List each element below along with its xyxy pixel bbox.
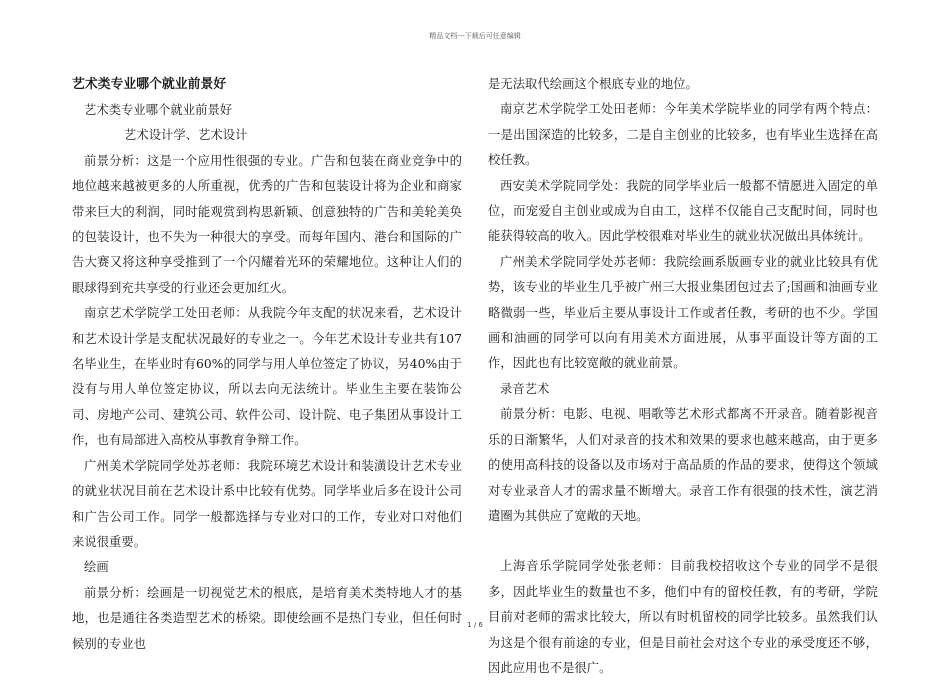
paragraph-nanjing-painting: 南京艺术学院学工处田老师：今年美术学院毕业的同学有两个特点：一是出国深造的比较多，二是自主创业的比较多，也有毕业生选择在高校任教。 [488, 102, 878, 168]
section-heading-painting: 绘画 [84, 560, 109, 575]
paragraph-xian-painting: 西安美术学院同学处：我院的同学毕业后一般都不情愿进入固定的单位，而宠爱自主创业或成为自由工，这样不仅能自己支配时间，同时也能获得较高的收入。因此学校很难对毕业生的就业状况做出具体统计。 [488, 178, 878, 244]
paragraph-nanjing-design: 南京艺术学院学工处田老师：从我院今年支配的状况来看，艺术设计和艺术设计学是支配状况最好的专业之一。今年艺术设计专业共有107名毕业生，在毕业时有60%的同学与用人单位签定了协议，另40%由于没有与用人单位签定协议，所以去向无法统计。毕业生主要在装饰公司、房地产公司、建筑公司、软件公司、设计院、电子集团从事设计工作，也有局部进入高校从事教育争辩工作。 [72, 306, 462, 448]
major-heading: 艺术设计学、艺术设计 [124, 128, 248, 143]
page-number: 1 / 6 [467, 621, 483, 629]
paragraph-shanghai-recording: 上海音乐学院同学处张老师：目前我校招收这个专业的同学不是很多，因此毕业生的数量也不多，他们中有的留校任教，有的考研，学院目前对老师的需求比较大，所以有时机留校的同学比较多。虽然我们认为这是个很有前途的专业，但是目前社会对这个专业的承受度还不够，因此应用也不是很广。 [488, 559, 878, 675]
section-heading-recording: 录音艺术 [500, 381, 550, 396]
left-column [72, 72, 462, 657]
paragraph-guangzhou-design: 广州美术学院同学处苏老师：我院环境艺术设计和装潢设计艺术专业的就业状况目前在艺术设计系中比较有优势。同学毕业后多在设计公司和广告公司工作。同学一般都选择与专业对口的工作，专业对口对他们来说很重要。 [72, 458, 462, 549]
paragraph-design-outlook: 前景分析：这是一个应用性很强的专业。广告和包装在商业竞争中的地位越来越被更多的人所重视，优秀的广告和包装设计将为企业和商家带来巨大的利润，同时能观赏到构思新颖、创意独特的广告和美轮美奂的包装设计，也不失为一种很大的享受。而每年国内、港台和国际的广告大赛又将这种享受推到了一个闪耀着光环的荣耀地位。这种让人们的眼球得到充共享受的行业还会更加红火。 [72, 153, 462, 295]
paragraph-recording-outlook: 前景分析：电影、电视、唱歌等艺术形式都离不开录音。随着影视音乐的日渐繁华，人们对录音的技术和效果的要求也越来越高，由于更多的使用高科技的设备以及市场对于高品质的作品的要求，使得这个领域对专业录音人才的需求量不断增大。录音工作有很强的技术性，演艺消遣圈为其供应了宽敞的天地。 [488, 407, 878, 523]
subtitle-paragraph: 艺术类专业哪个就业前景好 [84, 103, 233, 117]
page-header: 精品文档---下载后可任意编辑 [429, 32, 521, 40]
right-column [488, 72, 878, 681]
paragraph-painting-continued: 是无法取代绘画这个根底专业的地位。 [488, 77, 698, 91]
blank-line [488, 529, 878, 554]
document-title: 艺术类专业哪个就业前景好 [72, 77, 227, 92]
paragraph-guangzhou-painting: 广州美术学院同学处苏老师：我院绘画系版画专业的就业比较具有优势，该专业的毕业生几乎被广州三大报业集团包过去了;国画和油画专业略微弱一些，毕业后主要从事设计工作或者任教，考研的也不少。学国画和油画的同学可以向有用美术方面进展，从事平面设计等方面的工作，因此也有比较宽敞的就业前景。 [488, 254, 878, 371]
paragraph-painting-outlook: 前景分析：绘画是一切视觉艺术的根底，是培育美术类特地人才的基地，也是通往各类造型艺术的桥梁。即使绘画不是热门专业，但任何时候别的专业也 [72, 585, 462, 651]
